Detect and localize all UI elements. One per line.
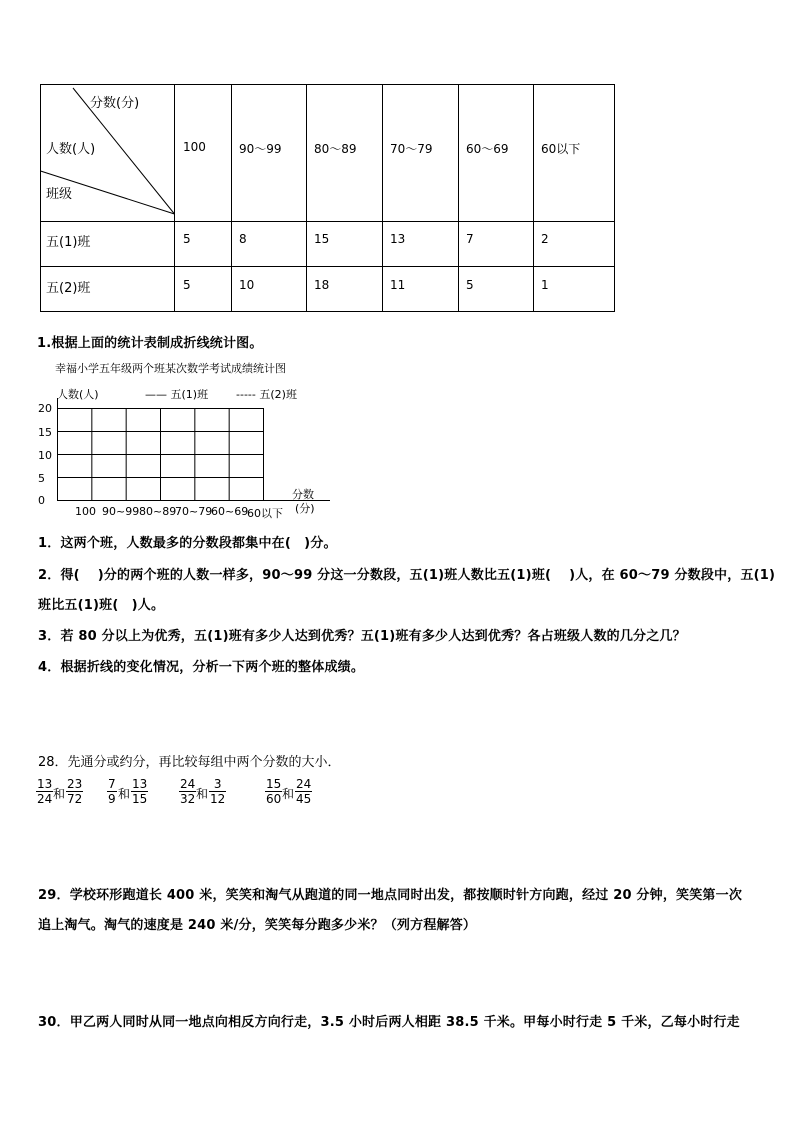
- question-2-line2: 班比五(1)班( )人。: [38, 598, 165, 613]
- question-3: 3．若 80 分以上为优秀，五(1)班有多少人达到优秀？五(1)班有多少人达到优秀？各占班级人数的几分之几？: [38, 629, 686, 644]
- table-cell: 15: [314, 232, 330, 246]
- and-word: 和: [196, 787, 209, 801]
- chart-ylabel: 人数(人): [57, 388, 99, 401]
- question-30-line1: 30．甲乙两人同时从同一地点向相反方向行走，3.5 小时后两人相距 38.5 千米。甲每小时行走 5 千米，乙每小时行走: [38, 1015, 740, 1030]
- denominator: 60: [266, 792, 282, 806]
- denominator: 72: [67, 792, 83, 806]
- y-tick-label: 5: [38, 472, 45, 485]
- x-tick-label: 90~99: [102, 505, 140, 518]
- table-cell: 13: [390, 232, 406, 246]
- denominator: 12: [210, 792, 226, 806]
- numerator: 13: [37, 777, 53, 791]
- x-tick-label: 100: [75, 505, 96, 518]
- table-cell: 5: [183, 232, 191, 246]
- chart-title: 幸福小学五年级两个班某次数学考试成绩统计图: [55, 362, 286, 375]
- numerator: 3: [209, 777, 226, 792]
- question-4: 4．根据折线的变化情况，分析一下两个班的整体成绩。: [38, 660, 365, 675]
- instruction-line: 1.根据上面的统计表制成折线统计图。: [37, 336, 263, 351]
- table-cell: 5: [183, 278, 191, 292]
- numerator: 23: [67, 777, 83, 791]
- x-tick-label: 70~79: [175, 505, 213, 518]
- numerator: 24: [296, 777, 312, 791]
- denominator: 45: [296, 792, 312, 806]
- table-cell: 7: [466, 232, 474, 246]
- table-cell: 1: [541, 278, 549, 292]
- numerator: 24: [180, 777, 196, 791]
- fraction: [131, 777, 148, 806]
- diag-header-people: 人数(人): [46, 142, 96, 157]
- fraction: [265, 777, 282, 806]
- table-cell: 5: [466, 278, 474, 292]
- chart-xlabel: 分数: [292, 488, 314, 501]
- x-tick-label: 60~69: [211, 505, 249, 518]
- col-header: 90～99: [239, 142, 282, 156]
- table-cell: 10: [239, 278, 255, 292]
- denominator: 32: [180, 792, 196, 806]
- legend-solid-line: ——: [145, 388, 167, 401]
- x-tick-label: 60以下: [247, 507, 283, 520]
- y-tick-label: 15: [38, 426, 52, 439]
- col-header: 60～69: [466, 142, 509, 156]
- diag-header-score: 分数(分): [90, 96, 140, 111]
- y-tick-label: 10: [38, 449, 52, 462]
- question-29-line2: 追上淘气。淘气的速度是 240 米/分，笑笑每分跑多少米？（列方程解答）: [38, 918, 477, 933]
- and-word: 和: [282, 787, 295, 801]
- table-cell: 2: [541, 232, 549, 246]
- chart-xlabel-unit: (分): [295, 502, 315, 515]
- x-tick-label: 80~89: [139, 505, 177, 518]
- col-header: 70～79: [390, 142, 433, 156]
- fraction: [36, 777, 53, 806]
- table-cell: 11: [390, 278, 406, 292]
- question-28: 28．先通分或约分，再比较每组中两个分数的大小．: [38, 755, 341, 770]
- fraction: [66, 777, 83, 806]
- row-label-class1: 五(1)班: [46, 235, 91, 250]
- fraction: [107, 777, 117, 806]
- legend-label: 五(2)班: [259, 388, 297, 401]
- legend-label: 五(1)班: [170, 388, 209, 401]
- denominator: 15: [132, 792, 148, 806]
- question-2-line1: 2．得( )分的两个班的人数一样多，90～99 分这一分数段，五(1)班人数比五(1)班( )人，在 60～79 分数段中，五(1): [38, 568, 776, 583]
- fraction: [295, 777, 312, 806]
- numerator: 13: [132, 777, 148, 791]
- table-cell: 8: [239, 232, 247, 246]
- question-29-line1: 29．学校环形跑道长 400 米，笑笑和淘气从跑道的同一地点同时出发，都按顺时针方向跑，经过 20 分钟，笑笑第一次: [38, 888, 743, 903]
- question-1: 1．这两个班，人数最多的分数段都集中在( )分。: [38, 536, 337, 551]
- denominator: 24: [37, 792, 53, 806]
- row-label-class2: 五(2)班: [46, 281, 91, 296]
- col-header: 100: [183, 140, 206, 154]
- y-tick-label: 20: [38, 402, 52, 415]
- and-word: 和: [53, 787, 66, 801]
- numerator: 15: [266, 777, 282, 791]
- numerator: 7: [108, 777, 116, 791]
- fraction: [209, 777, 226, 806]
- denominator: 9: [108, 792, 116, 806]
- fraction: [179, 777, 196, 806]
- col-header: 80～89: [314, 142, 357, 156]
- legend-dashed-line: -----: [236, 388, 256, 401]
- col-header: 60以下: [541, 142, 581, 156]
- diag-header-class: 班级: [46, 187, 73, 202]
- and-word: 和: [118, 787, 131, 801]
- table-cell: 18: [314, 278, 330, 292]
- y-tick-label: 0: [38, 494, 45, 507]
